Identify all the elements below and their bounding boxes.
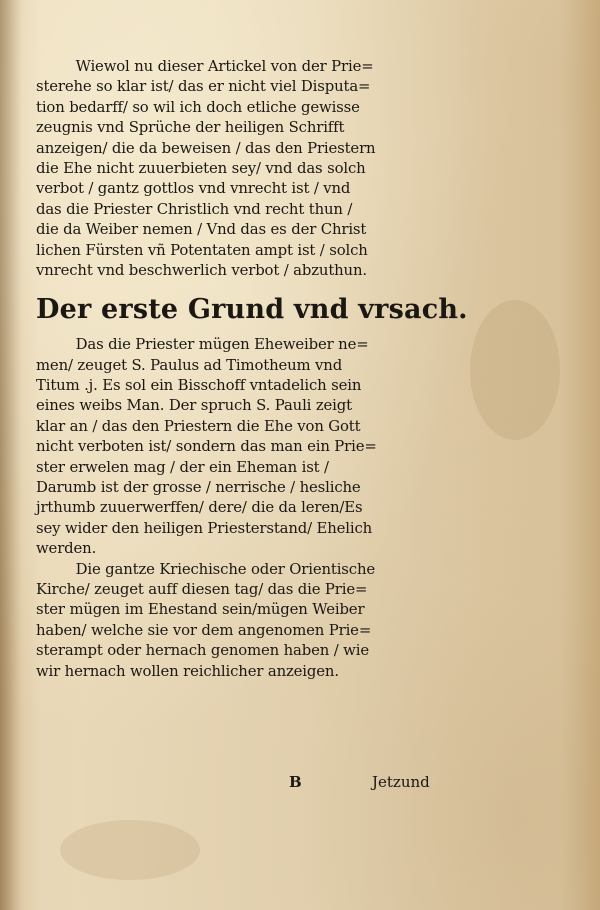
text-line: tion bedarff/ so wil ich doch etliche gewisse — [36, 97, 360, 116]
paper-stain — [470, 300, 560, 440]
signature-mark: B — [289, 773, 302, 791]
text-line: Darumb ist der grosse / nerrische / hesliche — [36, 478, 361, 497]
section-heading: Der erste Grund vnd vrsach. — [36, 294, 468, 326]
text-line: werden. — [36, 539, 97, 558]
text-line: Kirche/ zeuget auff diesen tag/ das die Prie= — [36, 579, 368, 598]
text-line: ster mügen im Ehestand sein/mügen Weiber — [36, 600, 365, 619]
text-line: Titum .j. Es sol ein Bisschoff vntadelich sein — [36, 376, 362, 395]
text-line: haben/ welche sie vor dem angenomen Prie= — [36, 620, 372, 639]
text-line: eines weibs Man. Der spruch S. Pauli zeigt — [36, 396, 352, 415]
text-line: jrthumb zuuerwerffen/ dere/ die da leren/Es — [36, 498, 363, 517]
text-line: die Ehe nicht zuuerbieten sey/ vnd das solch — [36, 158, 366, 177]
text-line: das die Priester Christlich vnd recht thun / — [36, 199, 353, 218]
catchword: Jetzund — [372, 773, 430, 791]
text-block — [36, 56, 468, 681]
text-line: Das die Priester mügen Eheweiber ne= — [75, 335, 369, 354]
text-line: Wiewol nu dieser Artickel von der Prie= — [75, 57, 374, 75]
paragraph-intro — [36, 56, 456, 280]
text-line: die da Weiber nemen / Vnd das es der Christ — [36, 220, 367, 239]
text-line: verbot / gantz gottlos vnd vnrecht ist / vnd — [36, 179, 351, 198]
text-line: Die gantze Kriechische oder Orientische — [75, 559, 376, 578]
text-line: ster erwelen mag / der ein Eheman ist / — [36, 457, 329, 476]
text-line: klar an / das den Priestern die Ehe von Gott — [36, 416, 361, 435]
text-line: anzeigen/ die da beweisen / das den Priestern — [36, 138, 376, 157]
text-line: nicht verboten ist/ sondern das man ein Prie= — [36, 437, 377, 456]
paper-stain — [60, 820, 200, 880]
paragraph-first-reason — [36, 334, 456, 558]
paragraph-eastern-church — [36, 559, 456, 681]
page-footer — [0, 773, 600, 797]
text-line: vnrecht vnd beschwerlich verbot / abzuthun. — [36, 260, 367, 279]
text-line: sey wider den heiligen Priesterstand/ Ehelich — [36, 518, 373, 537]
text-line: sterampt oder hernach genomen haben / wie — [36, 641, 369, 660]
text-line: wir hernach wollen reichlicher anzeigen. — [36, 661, 339, 680]
text-line: lichen Fürsten vñ Potentaten ampt ist / solch — [36, 240, 368, 259]
text-line: men/ zeuget S. Paulus ad Timotheum vnd — [36, 355, 343, 374]
text-line: sterehe so klar ist/ das er nicht viel Disputa= — [36, 77, 371, 96]
text-line: zeugnis vnd Sprüche der heiligen Schrifft — [36, 118, 345, 137]
